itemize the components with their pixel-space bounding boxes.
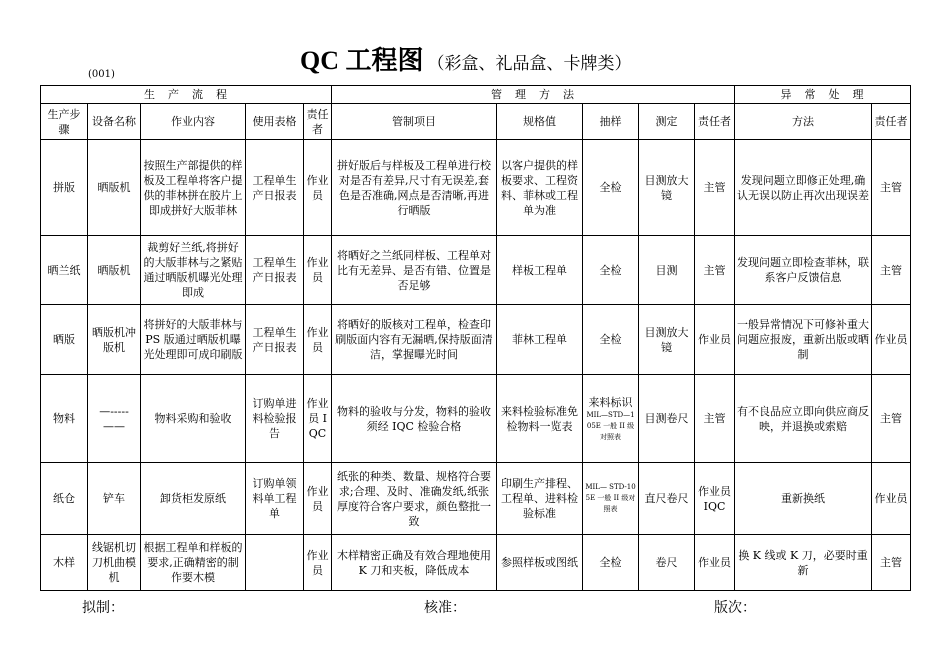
cell-sampling (583, 375, 639, 463)
cell-form (246, 535, 304, 591)
cell-spec: 参照样板或图纸 (497, 535, 583, 591)
group-header-row (41, 86, 911, 104)
cell-sampling: 全检 (583, 305, 639, 375)
cell-owner: 作业员 IQC (304, 375, 332, 463)
cell-method: 重新换纸 (735, 463, 872, 535)
cell-exception-owner: 作业员 (872, 463, 911, 535)
cell-control: 将晒好的版核对工程单，检查印刷版面内容有无漏晒,保持版面清洁，掌握曝光时间 (332, 305, 497, 375)
cell-control: 物料的验收与分发，物料的验收须经 IQC 检验合格 (332, 375, 497, 463)
cell-measure: 直尺卷尺 (639, 463, 695, 535)
cell-measure-owner: 作业员 IQC (695, 463, 735, 535)
cell-owner: 作业员 (304, 535, 332, 591)
cell-measure: 目测卷尺 (639, 375, 695, 463)
footer-version: 版次： (714, 600, 756, 616)
cell-content: 卸货柜发原纸 (141, 463, 246, 535)
group-production: 生 产 流 程 (41, 86, 332, 104)
cell-owner: 作业员 (304, 305, 332, 375)
cell-equipment: 线锯机切刀机曲模机 (88, 535, 141, 591)
cell-control: 纸张的种类、数量、规格符合要求;合理、及时、准确发纸,纸张厚度符合客户要求，颜色整批一致 (332, 463, 497, 535)
cell-exception-owner: 主管 (872, 236, 911, 305)
cell-step: 晒版 (41, 305, 88, 375)
cell-measure: 目测放大镜 (639, 305, 695, 375)
cell-content: 裁剪好兰纸,将拼好的大版菲林与之紧贴通过晒版机曝光处理即成 (141, 236, 246, 305)
cell-spec: 以客户提供的样板要求、工程资料、菲林或工程单为准 (497, 140, 583, 236)
table-row (41, 535, 911, 591)
cell-method: 换 K 线或 K 刀，必要时重新 (735, 535, 872, 591)
table-row (41, 463, 911, 535)
cell-content: 物料采购和验收 (141, 375, 246, 463)
cell-exception-owner: 作业员 (872, 305, 911, 375)
cell-content: 按照生产部提供的样板及工程单将客户提供的菲林拼在胶片上即成拼好大版菲林 (141, 140, 246, 236)
sampling-label: 来料标识 (588, 395, 633, 409)
header-method: 方法 (735, 104, 872, 140)
title-sub: （彩盒、礼品盒、卡牌类） (427, 54, 632, 74)
cell-method: 一般异常情况下可修补重大问题应报废，重新出版或晒制 (735, 305, 872, 375)
cell-spec: 来料检验标准免检物料一览表 (497, 375, 583, 463)
header-form: 使用表格 (246, 104, 304, 140)
cell-measure: 目测 (639, 236, 695, 305)
cell-form: 订购单进料检验报告 (246, 375, 304, 463)
header-content: 作业内容 (141, 104, 246, 140)
cell-exception-owner: 主管 (872, 375, 911, 463)
cell-spec: 印刷生产排程、工程单、进料检验标准 (497, 463, 583, 535)
cell-control: 拼好版后与样板及工程单进行校对是否有差异,尺寸有无误差,套色是否准确,网点是否清晰,再进行晒版 (332, 140, 497, 236)
table-row (41, 305, 911, 375)
cell-owner: 作业员 (304, 140, 332, 236)
header-owner: 责任者 (304, 104, 332, 140)
cell-measure: 目测放大镜 (639, 140, 695, 236)
cell-owner: 作业员 (304, 236, 332, 305)
cell-sampling (583, 463, 639, 535)
cell-measure: 卷尺 (639, 535, 695, 591)
cell-content: 根据工程单和样板的要求,正确精密的制作要木模 (141, 535, 246, 591)
header-spec: 规格值 (497, 104, 583, 140)
cell-method: 发现问题立即检查菲林，联系客户反馈信息 (735, 236, 872, 305)
group-management: 管 理 方 法 (332, 86, 735, 104)
cell-control: 将晒好之兰纸同样板、工程单对比有无差异、是否有错、位置是否足够 (332, 236, 497, 305)
cell-equipment: 晒版机 (88, 236, 141, 305)
cell-equipment: 晒版机冲版机 (88, 305, 141, 375)
document-number: (001) (88, 69, 115, 80)
cell-sampling: 全检 (583, 140, 639, 236)
cell-spec: 样板工程单 (497, 236, 583, 305)
cell-measure-owner: 主管 (695, 375, 735, 463)
cell-form: 订购单领料单工程单 (246, 463, 304, 535)
cell-form: 工程单生产日报表 (246, 140, 304, 236)
qc-process-table (40, 85, 911, 591)
cell-control: 木样精密正确及有效合理地使用 K 刀和夹板，降低成本 (332, 535, 497, 591)
header-measure-owner: 责任者 (695, 104, 735, 140)
sampling-standard: MIL— STD-105E 一般 II 级对照表 (585, 483, 636, 513)
table-row (41, 236, 911, 305)
cell-content: 将拼好的大版菲林与 PS 版通过晒版机曝光处理即可成印刷版 (141, 305, 246, 375)
cell-exception-owner: 主管 (872, 535, 911, 591)
header-sampling: 抽样 (583, 104, 639, 140)
sampling-standard: MIL—STD—105E 一般 II 级对照表 (586, 410, 635, 441)
document-title (300, 40, 632, 77)
cell-step: 晒兰纸 (41, 236, 88, 305)
cell-method: 有不良品应立即向供应商反映，并退换或索赔 (735, 375, 872, 463)
cell-equipment: 晒版机 (88, 140, 141, 236)
footer-draft: 拟制： (82, 600, 124, 616)
cell-owner: 作业员 (304, 463, 332, 535)
cell-method: 发现问题立即修正处理,确认无误以防止再次出现误差 (735, 140, 872, 236)
cell-form: 工程单生产日报表 (246, 305, 304, 375)
header-exception-owner: 责任者 (872, 104, 911, 140)
cell-measure-owner: 主管 (695, 140, 735, 236)
cell-step: 拼版 (41, 140, 88, 236)
table-row (41, 140, 911, 236)
cell-measure-owner: 作业员 (695, 305, 735, 375)
cell-step: 木样 (41, 535, 88, 591)
column-header-row (41, 104, 911, 140)
footer-review: 核准： (424, 600, 466, 616)
header-control-item: 管制项目 (332, 104, 497, 140)
table-row (41, 375, 911, 463)
cell-equipment: 铲车 (88, 463, 141, 535)
cell-sampling: 全检 (583, 236, 639, 305)
cell-measure-owner: 主管 (695, 236, 735, 305)
cell-step: 纸仓 (41, 463, 88, 535)
header-equipment: 设备名称 (88, 104, 141, 140)
cell-exception-owner: 主管 (872, 140, 911, 236)
cell-sampling: 全检 (583, 535, 639, 591)
cell-form: 工程单生产日报表 (246, 236, 304, 305)
group-exception: 异 常 处 理 (735, 86, 911, 104)
cell-spec: 菲林工程单 (497, 305, 583, 375)
cell-equipment: —-----—— (88, 375, 141, 463)
title-main: QC 工程图 (300, 46, 424, 75)
cell-step: 物料 (41, 375, 88, 463)
cell-measure-owner: 作业员 (695, 535, 735, 591)
header-step: 生产步骤 (41, 104, 88, 140)
header-measure: 测定 (639, 104, 695, 140)
